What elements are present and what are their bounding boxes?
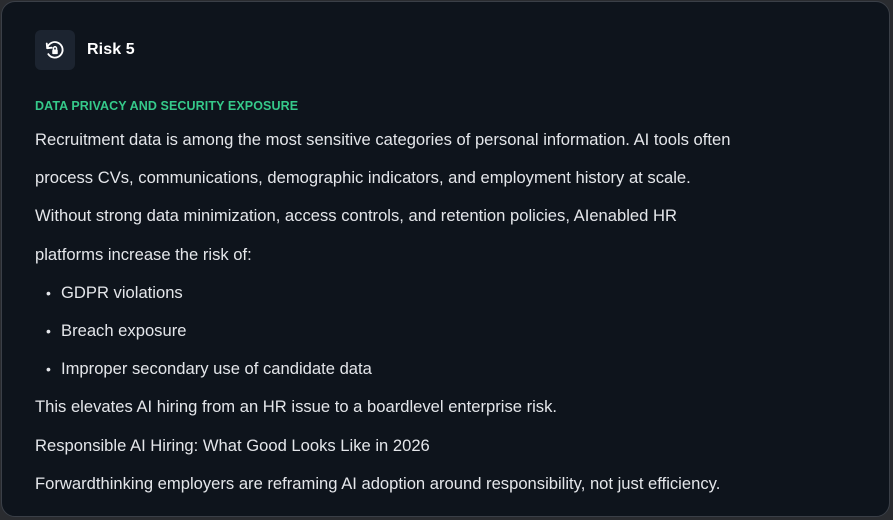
bullet-icon: •	[46, 361, 51, 378]
history-lock-icon	[35, 30, 75, 70]
risk-card	[1, 1, 890, 517]
list-item-text: GDPR violations	[61, 282, 183, 302]
closing-line: This elevates AI hiring from an HR issue to a boardlevel enterprise risk.	[35, 397, 558, 417]
list-item	[35, 350, 865, 388]
risk-list	[35, 274, 865, 389]
paragraph-line: platforms increase the risk of:	[35, 244, 252, 264]
bullet-icon: •	[46, 323, 51, 340]
closing-line: Forwardthinking employers are reframing AI adoption around responsibility, not just efficiency.	[35, 473, 721, 493]
bullet-icon: •	[46, 284, 51, 301]
paragraph-line: process CVs, communications, demographic indicators, and employment history at scale.	[35, 168, 691, 188]
paragraph-line: Without strong data minimization, access controls, and retention policies, AIenabled HR	[35, 206, 677, 226]
closing-line: Responsible AI Hiring: What Good Looks Like in 2026	[35, 435, 430, 455]
section-label: DATA PRIVACY AND SECURITY EXPOSURE	[35, 99, 299, 113]
list-item-text: Improper secondary use of candidate data	[61, 359, 372, 379]
paragraph-line: Recruitment data is among the most sensitive categories of personal information. AI tools often	[35, 130, 731, 149]
risk-title: Risk 5	[87, 41, 135, 58]
list-item	[35, 274, 865, 312]
list-item-text: Breach exposure	[61, 321, 187, 341]
card-header	[35, 30, 135, 70]
list-item	[35, 312, 865, 350]
card-body	[35, 121, 865, 503]
